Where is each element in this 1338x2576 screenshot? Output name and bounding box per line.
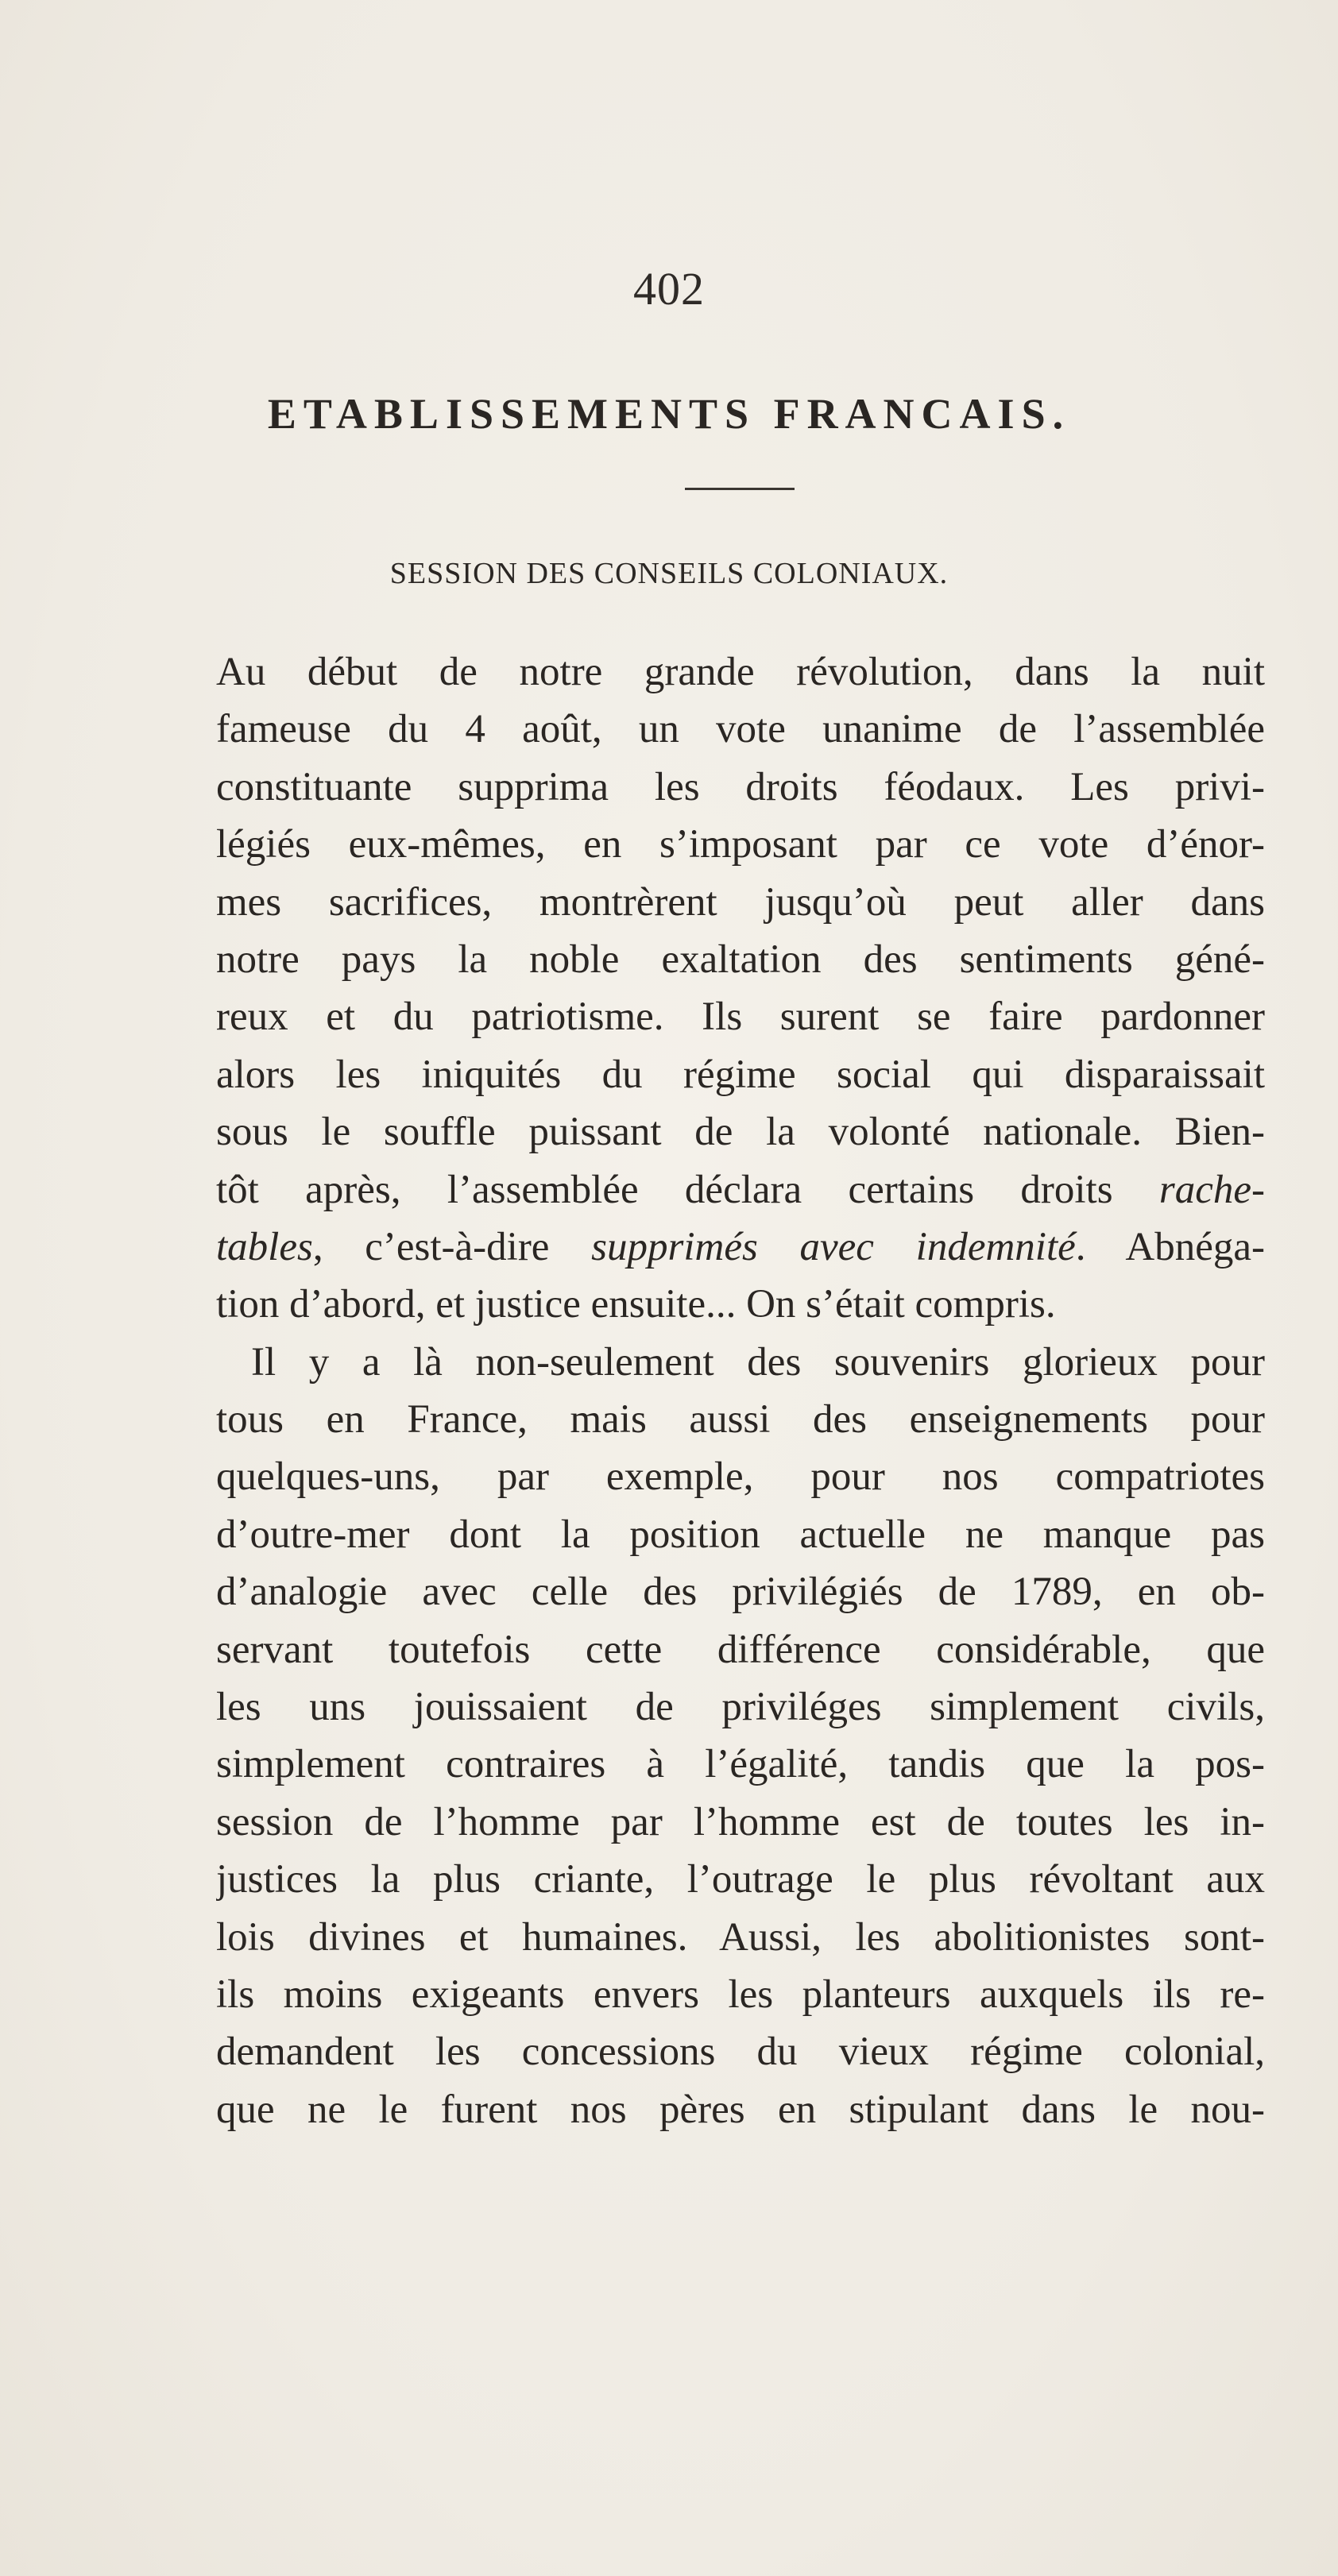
- body-line: que ne le furent nos pères en stipulant dans le nou-: [216, 2087, 1265, 2132]
- body-italic-run: rache-: [1158, 1167, 1265, 1212]
- body-line: [216, 1218, 1265, 1276]
- body-line: Au début de notre grande révolution, dans la nuit: [216, 650, 1265, 694]
- body-line: session de l’homme par l’homme est de toutes les in-: [216, 1799, 1265, 1844]
- body-line: les uns jouissaient de priviléges simplement civils,: [216, 1685, 1265, 1730]
- title-rule-divider: [685, 488, 795, 490]
- body-italic-run: tables: [216, 1224, 313, 1269]
- body-line: alors les iniquités du régime social qui disparaissait: [216, 1052, 1265, 1097]
- section-title: ETABLISSEMENTS FRANCAIS.: [267, 390, 1071, 438]
- body-line: fameuse du 4 août, un vote unanime de l’assemblée: [216, 707, 1265, 752]
- body-line: reux et du patriotisme. Ils surent se faire pardonner: [216, 994, 1265, 1040]
- body-italic-run: supprimés avec indemnité: [591, 1224, 1076, 1269]
- body-line: demandent les concessions du vieux régime colonial,: [216, 2030, 1265, 2075]
- body-line: [216, 1161, 1265, 1218]
- body-line: d’outre-mer dont la position actuelle ne manque pas: [216, 1512, 1265, 1557]
- body-text-run: , c’est-à-dire: [312, 1224, 592, 1269]
- body-line: tous en France, mais aussi des enseignements pour: [216, 1397, 1265, 1442]
- body-line: légiés eux-mêmes, en s’imposant par ce vote d’énor-: [216, 822, 1265, 867]
- body-line: notre pays la noble exaltation des sentiments géné-: [216, 937, 1265, 982]
- body-line: tion d’abord, et justice ensuite... On s’était compris.: [216, 1282, 1056, 1327]
- subtitle: SESSION DES CONSEILS COLONIAUX.: [389, 557, 949, 590]
- body-line: servant toutefois cette différence considérable, que: [216, 1627, 1265, 1672]
- body-line: Il y a là non-seulement des souvenirs glorieux pour: [251, 1339, 1265, 1385]
- body-line: d’analogie avec celle des privilégiés de 1789, en ob-: [216, 1570, 1265, 1615]
- body-text-run: tôt après, l’assemblée déclara certains droits: [216, 1167, 1159, 1212]
- body-line: mes sacrifices, montrèrent jusqu’où peut aller dans: [216, 879, 1265, 925]
- body-line: constituante supprima les droits féodaux. Les privi-: [216, 764, 1265, 809]
- body-line: simplement contraires à l’égalité, tandis que la pos-: [216, 1742, 1265, 1787]
- body-text: [216, 643, 1265, 2138]
- body-line: justices la plus criante, l’outrage le plus révoltant aux: [216, 1857, 1265, 1902]
- body-line: ils moins exigeants envers les planteurs auxquels ils re-: [216, 1972, 1265, 2017]
- body-line: lois divines et humaines. Aussi, les abolitionistes sont-: [216, 1914, 1265, 1960]
- body-line: quelques-uns, par exemple, pour nos compatriotes: [216, 1454, 1265, 1500]
- body-line: sous le souffle puissant de la volonté nationale. Bien-: [216, 1110, 1265, 1155]
- page-number: 402: [633, 263, 705, 315]
- body-text-run: . Abnéga-: [1075, 1224, 1265, 1269]
